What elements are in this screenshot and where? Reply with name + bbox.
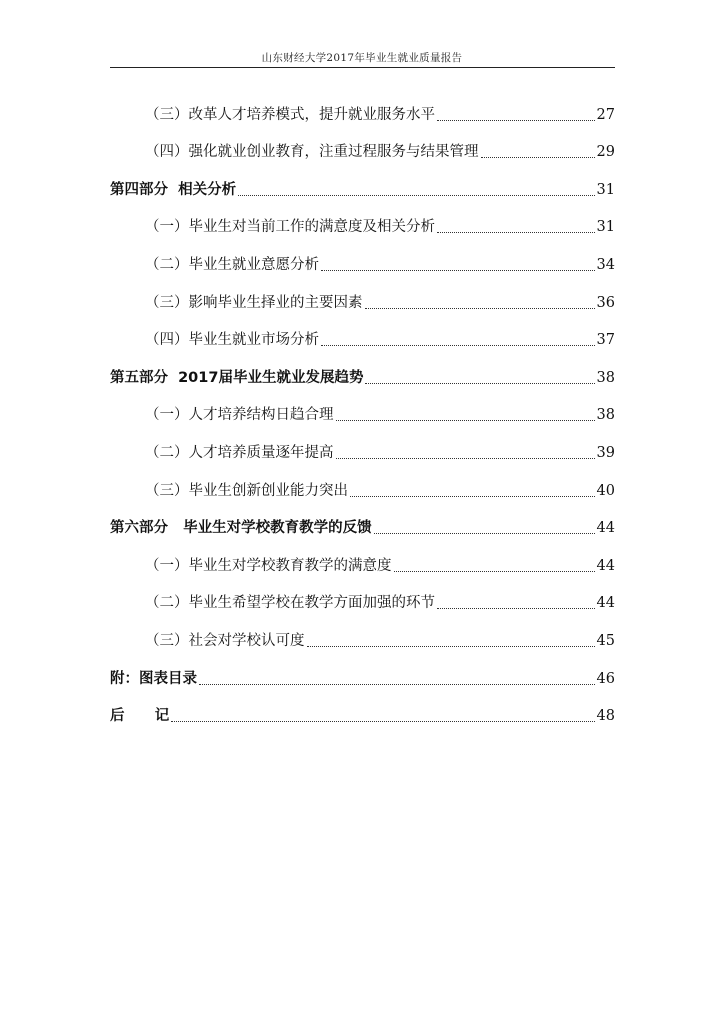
toc-entry[interactable] — [110, 203, 615, 241]
toc-entry-label: （四）强化就业创业教育，注重过程服务与结果管理 — [145, 144, 479, 161]
header-rule — [110, 67, 615, 68]
toc-entry[interactable] — [110, 466, 615, 504]
toc-entry-label: （三）影响毕业生择业的主要因素 — [145, 294, 363, 311]
dot-leader — [199, 684, 595, 685]
dot-leader — [336, 458, 595, 459]
toc-entry-page: 31 — [596, 219, 615, 236]
toc-entry-page: 37 — [596, 332, 615, 349]
toc-entry[interactable] — [110, 541, 615, 579]
dot-leader — [321, 270, 595, 271]
toc-entry-label: （二）毕业生就业意愿分析 — [145, 256, 319, 273]
toc-entry[interactable] — [110, 278, 615, 316]
toc-entry[interactable] — [110, 316, 615, 354]
toc-entry-page: 46 — [596, 670, 615, 687]
table-of-contents — [110, 90, 615, 729]
toc-section-entry[interactable] — [110, 165, 615, 203]
toc-entry-label: （二）人才培养质量逐年提高 — [145, 444, 334, 461]
dot-leader — [365, 308, 595, 309]
toc-entry[interactable] — [110, 240, 615, 278]
toc-entry-page: 48 — [596, 708, 615, 725]
toc-entry[interactable] — [110, 616, 615, 654]
toc-entry-page: 44 — [596, 595, 615, 612]
toc-entry-label: 第四部分 相关分析 — [110, 181, 237, 198]
dot-leader — [321, 345, 595, 346]
dot-leader — [437, 232, 595, 233]
toc-entry[interactable] — [110, 428, 615, 466]
toc-section-entry[interactable] — [110, 504, 615, 542]
dot-leader — [481, 157, 595, 158]
toc-entry-page: 36 — [596, 294, 615, 311]
dot-leader — [238, 195, 594, 196]
toc-entry-page: 44 — [596, 520, 615, 537]
running-header: 山东财经大学2017年毕业生就业质量报告 — [261, 52, 463, 64]
toc-entry-page: 39 — [596, 444, 615, 461]
toc-entry-page: 38 — [596, 407, 615, 424]
toc-entry-page: 44 — [596, 557, 615, 574]
toc-section-entry[interactable] — [110, 692, 615, 730]
dot-leader — [171, 721, 594, 722]
dot-leader — [336, 420, 595, 421]
dot-leader — [307, 646, 595, 647]
toc-entry-label: （一）毕业生对当前工作的满意度及相关分析 — [145, 219, 435, 236]
toc-entry-page: 29 — [596, 144, 615, 161]
toc-entry-page: 40 — [596, 482, 615, 499]
toc-entry-label: （三）社会对学校认可度 — [145, 632, 305, 649]
toc-entry-page: 27 — [596, 106, 615, 123]
toc-entry-label: 附：图表目录 — [110, 670, 197, 687]
toc-entry[interactable] — [110, 90, 615, 128]
toc-entry-label: （一）毕业生对学校教育教学的满意度 — [145, 557, 392, 574]
toc-entry-page: 34 — [596, 256, 615, 273]
dot-leader — [365, 383, 594, 384]
toc-entry-page: 45 — [596, 632, 615, 649]
toc-entry-label: 第五部分 2017届毕业生就业发展趋势 — [110, 369, 364, 386]
toc-entry[interactable] — [110, 579, 615, 617]
toc-entry-label: 后 记 — [110, 708, 170, 725]
toc-section-entry[interactable] — [110, 353, 615, 391]
dot-leader — [394, 571, 595, 572]
toc-entry-page: 38 — [596, 369, 615, 386]
dot-leader — [437, 608, 595, 609]
toc-entry-label: （三）毕业生创新创业能力突出 — [145, 482, 348, 499]
toc-entry-label: （四）毕业生就业市场分析 — [145, 332, 319, 349]
dot-leader — [437, 120, 595, 121]
dot-leader — [374, 533, 595, 534]
toc-entry-label: （三）改革人才培养模式，提升就业服务水平 — [145, 106, 435, 123]
dot-leader — [350, 496, 595, 497]
toc-section-entry[interactable] — [110, 654, 615, 692]
toc-entry-label: 第六部分 毕业生对学校教育教学的反馈 — [110, 520, 372, 537]
toc-entry-label: （一）人才培养结构日趋合理 — [145, 407, 334, 424]
toc-entry[interactable] — [110, 391, 615, 429]
toc-entry[interactable] — [110, 128, 615, 166]
toc-entry-label: （二）毕业生希望学校在教学方面加强的环节 — [145, 595, 435, 612]
toc-entry-page: 31 — [596, 181, 615, 198]
